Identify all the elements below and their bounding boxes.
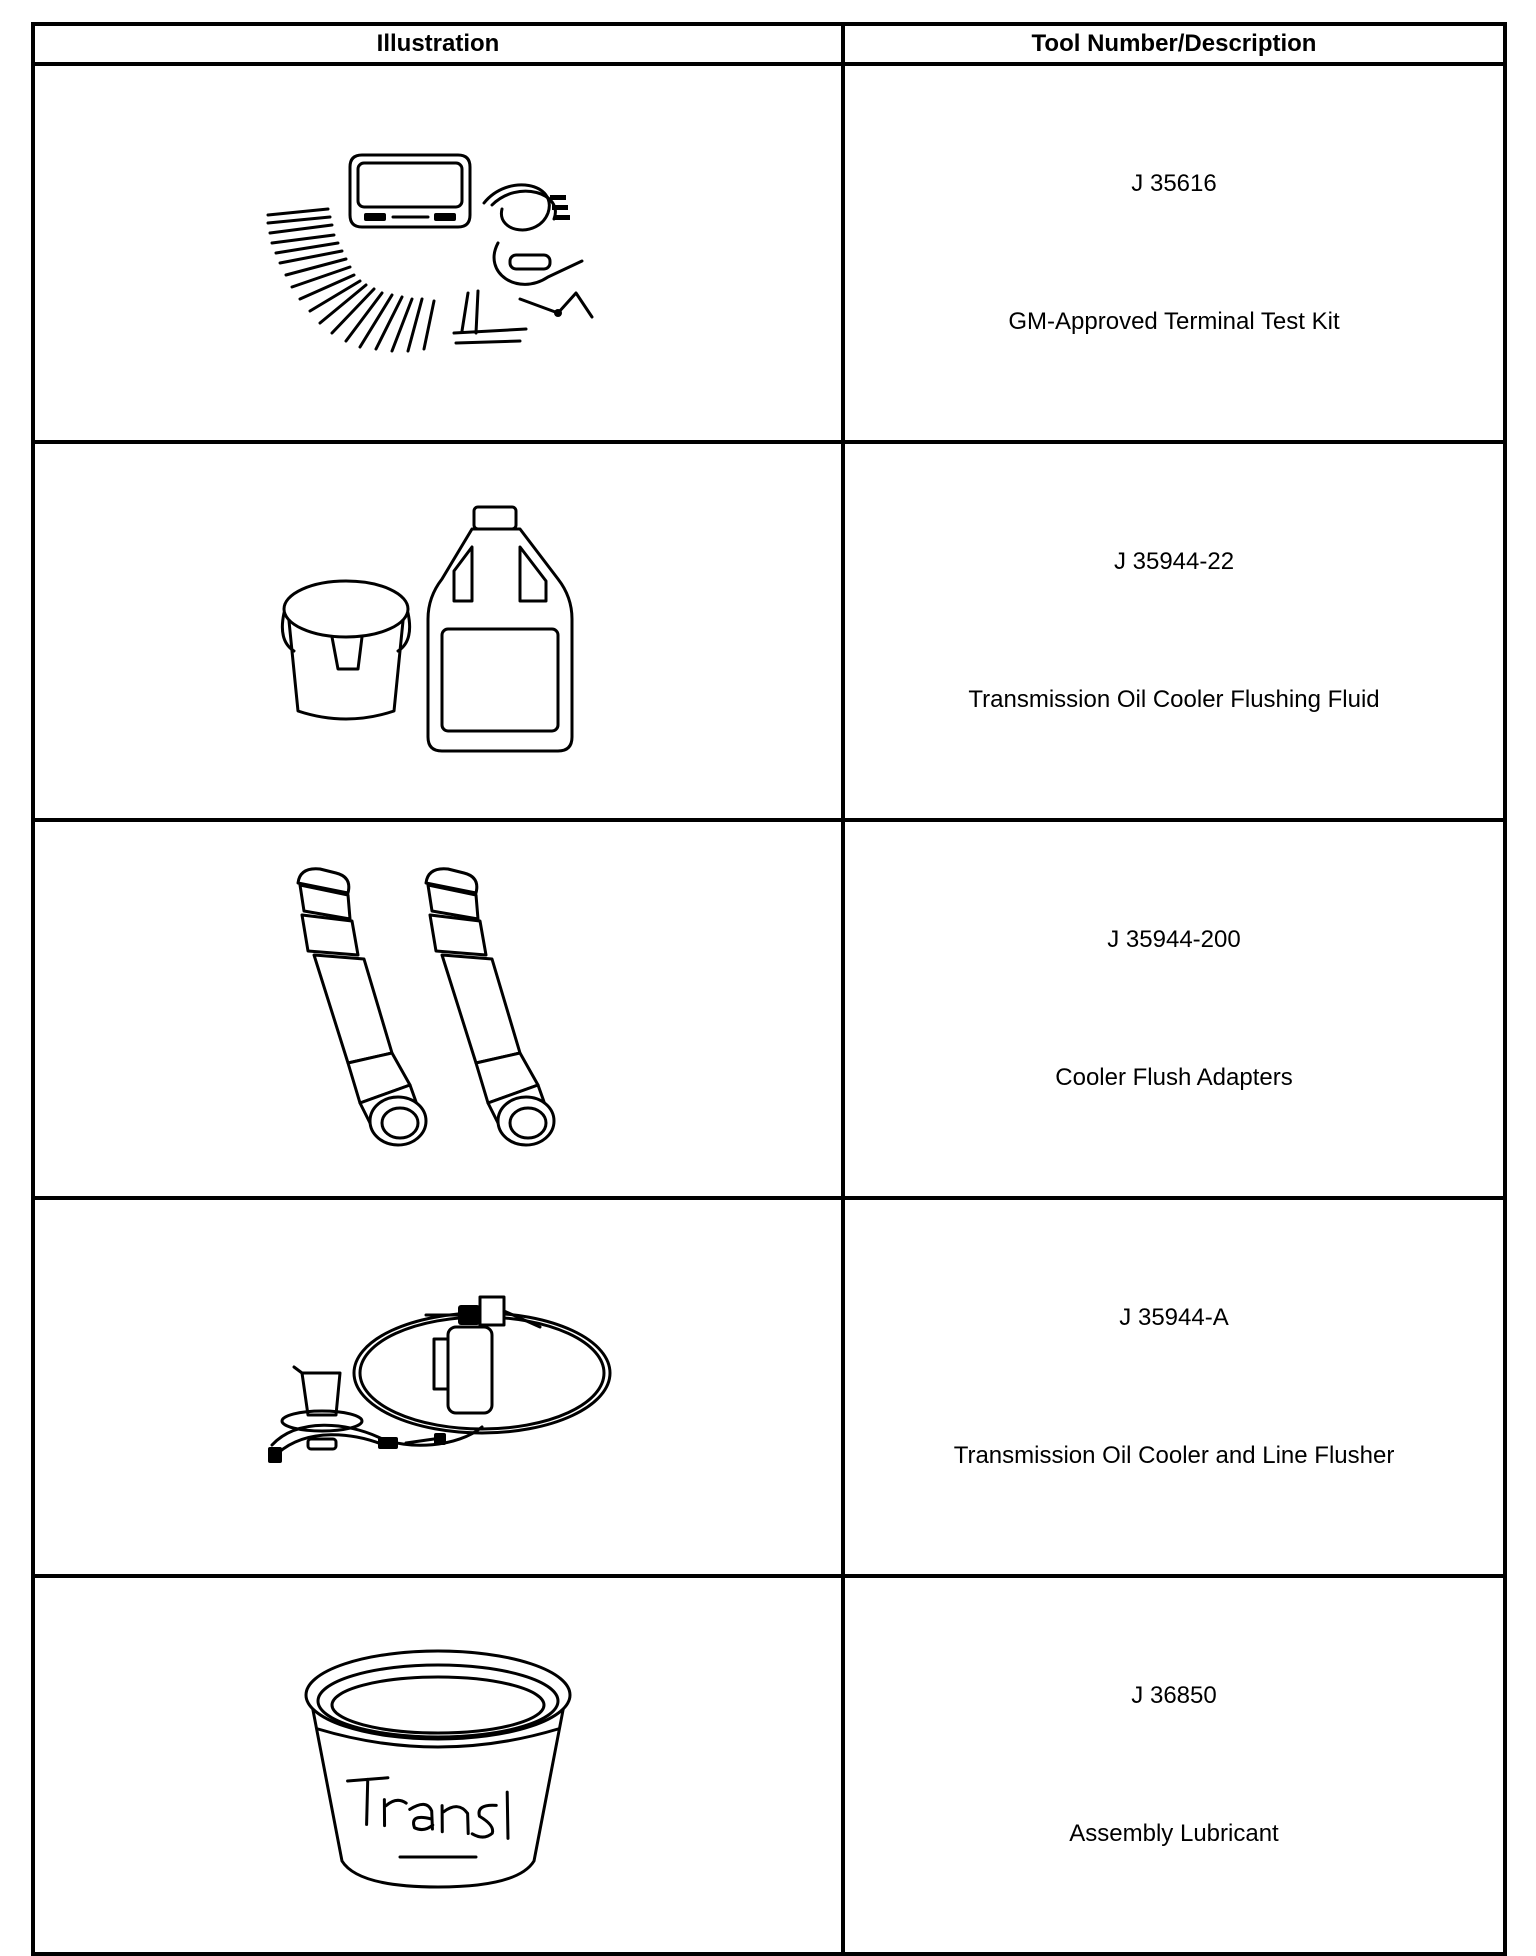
tool-number: J 35616 (1131, 170, 1217, 197)
tool-cell (843, 1198, 1505, 1576)
table-row (33, 442, 1505, 820)
table-header-row (33, 24, 1505, 64)
tool-description: GM-Approved Terminal Test Kit (1008, 308, 1340, 335)
table-row (33, 1576, 1505, 1954)
tool-cell (843, 1576, 1505, 1954)
tool-number: J 35944-200 (1107, 926, 1241, 953)
illustration-cell (33, 1198, 843, 1576)
illustration-cell (33, 820, 843, 1198)
tool-number: J 35944-A (1119, 1304, 1229, 1331)
flush-adapters-icon (278, 859, 598, 1159)
tool-cell (843, 64, 1505, 442)
line-flusher-icon (258, 1287, 618, 1487)
tool-description: Transmission Oil Cooler Flushing Fluid (968, 686, 1380, 713)
tool-description: Transmission Oil Cooler and Line Flusher (953, 1442, 1395, 1469)
tool-cell (843, 820, 1505, 1198)
tool-description: Cooler Flush Adapters (1055, 1064, 1293, 1091)
special-tools-table (31, 22, 1507, 1956)
terminal-test-kit-icon (258, 143, 618, 363)
table-row (33, 1198, 1505, 1576)
tool-number: J 36850 (1131, 1682, 1217, 1709)
flushing-fluid-icon (258, 501, 618, 761)
tool-cell (843, 442, 1505, 820)
tool-number: J 35944-22 (1113, 548, 1235, 575)
assembly-lubricant-icon (288, 1625, 588, 1905)
illustration-cell (33, 442, 843, 820)
header-illustration: Illustration (33, 24, 843, 64)
illustration-cell (33, 64, 843, 442)
tool-description: Assembly Lubricant (1069, 1820, 1279, 1847)
table-row (33, 64, 1505, 442)
table-row (33, 820, 1505, 1198)
header-tool-number: Tool Number/Description (843, 24, 1505, 64)
illustration-cell (33, 1576, 843, 1954)
